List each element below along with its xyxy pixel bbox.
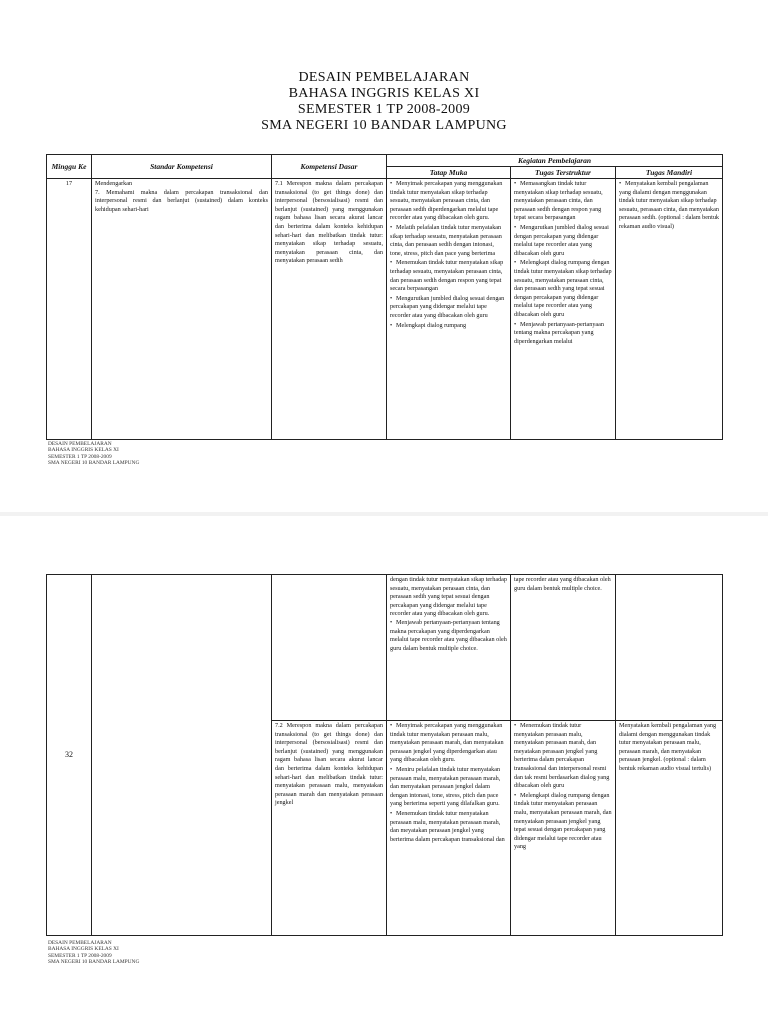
tugas-mandiri-cell (616, 179, 723, 440)
document-page-2 (0, 516, 768, 1024)
list-item: • Menemukan tindak tutur menyatakan perasaan malu, menyatakan perasaan marah, dan meyatakan perasaan jengkel yang berterima dalam percakapan transaksional dan (390, 810, 507, 844)
col-header-tatap-muka: Tatap Muka (387, 167, 511, 179)
list-item: • Memasangkan tindak tutur menyatakan sikap terhadap sesuatu, menyatakan perasaan cinta, dan perasaan sedih dengan respon yang tepat secara berpasangan (514, 180, 612, 223)
footer-line: SMA NEGERI 10 BANDAR LAMPUNG (48, 460, 140, 467)
kompetensi-dasar-cell: 7.2 Merespon makna dalam percakapan transaksional (to get things done) dan interpersonal (bersosialisasi) resmi dan berlanjut (sustained) yang menggunakan ragam bahasa lisan secara akurat lancar dan berterima dalam konteks kehidupan sehari-hari dan melibatkan tindak tutur: menyatakan perasaan malu, menyatakan perasaan marah dan menyatakan perasaan jengkel (272, 721, 387, 936)
kompetensi-dasar-cell (272, 575, 387, 721)
list-item: • Melatih pelafalan tindak tutur menyatakan sikap terhadap sesuatu, menyatakan perasaan cinta, dan perasaan sedih dengan intonasi, tone, stress, pitch dan pace yang berterima (390, 224, 507, 258)
tatap-muka-cell (387, 179, 511, 440)
learning-design-table-continued (46, 574, 723, 936)
footer-line: SEMESTER 1 TP 2008-2009 (48, 952, 112, 959)
tugas-mandiri-cell (616, 721, 723, 936)
col-header-standar: Standar Kompetensi (92, 155, 272, 179)
list-item: • Melengkapi dialog rumpang dengan tindak tutur menyatakan perasaan malu, menyatakan perasaan marah, dan menyatakan perasaan jengkel yang tepat sesuai dengan percakapan yang didengar melalui tape recorder atau yang (514, 792, 612, 852)
tugas-terstruktur-cell (511, 575, 616, 721)
tatap-continued-text: dengan tindak tutur menyatakan sikap terhadap sesuatu, menyatakan perasaan cinta, dan perasaan sedih yang tepat sesuai dengan percakapan yang didengar melalui tape recorder atau yang dibacakan oleh guru. (390, 576, 508, 618)
list-item: • Meniru pelafalan tindak tutur menyatakan perasaan malu, menyatakan perasaan marah, dan menyatakan perasaan jengkel dalam dengan intonasi, tone, stress, pitch dan pace yang berterima seperti yang dilafalkan guru. (390, 766, 507, 809)
terstruktur-continued-text: tape recorder atau yang dibacakan oleh guru dalam bentuk multiple choice. (514, 576, 611, 592)
kompetensi-dasar-cell: 7.1 Merespon makna dalam percakapan transaksional (to get things done) dan interpersonal (bersosialisasi) resmi dan berlanjut (sustained) yang menggunakan ragam bahasa lisan secara akurat lancar dan berterima dalam konteks kehidupan sehari-hari dan melibatkan tindak tutur: menyatakan sikap terhadap sesuatu, menyatakan perasaan cinta, dan menyatakan perasaan sedih (272, 179, 387, 440)
footer-line: BAHASA INGGRIS KELAS XI (48, 946, 119, 953)
footer-line: SEMESTER 1 TP 2008-2009 (48, 453, 112, 460)
sk-heading: Mendengarkan (95, 180, 133, 187)
tugas-terstruktur-cell (511, 179, 616, 440)
week-cell: 32 (47, 575, 92, 936)
mandiri-text: Menyatakan kembali pengalaman yang dialami dengan menggunakan tindak tutur menyatakan perasaan malu, perasaan marah, dan menyatakan perasaan jengkel. (optional : dalam bentuk rekaman audio visual tertulis) (619, 722, 717, 772)
tugas-mandiri-cell (616, 575, 723, 721)
doc-title-line-1: DESAIN PEMBELAJARAN (298, 70, 470, 85)
doc-title-line-3: SEMESTER 1 TP 2008-2009 (297, 102, 471, 117)
list-item: • Mengurutkan jumbled dialog sesuai dengan percakapan yang didengar melalui tape recorder atau yang dibacakan oleh guru (514, 224, 612, 258)
footer-line: DESAIN PEMBELAJARAN (48, 940, 112, 946)
list-item: • Menemukan tindak tutur menyatakan perasaan malu, menyatakan perasaan marah, dan meyatakan perasaan jengkel yang berterima dalam percakapan transaksional dan interpersonal resmi dan tak resmi berdasarkan dialog yang dibacakan oleh guru (514, 722, 612, 791)
col-header-kegiatan: Kegiatan Pembelajaran (387, 155, 723, 167)
footer-line: BAHASA INGGRIS KELAS XI (48, 447, 119, 454)
tugas-terstruktur-cell (511, 721, 616, 936)
footer-line: SMA NEGERI 10 BANDAR LAMPUNG (48, 959, 140, 966)
list-item: • Melengkapi dialog rumpang (390, 322, 507, 331)
tatap-muka-cell (387, 721, 511, 936)
list-item: • Menjawab pertanyaan-pertanyaan tentang makna percakapan yang diperdengarkan melalui (514, 321, 612, 347)
col-header-mandiri: Tugas Mandiri (616, 167, 723, 179)
doc-title-line-4: SMA NEGERI 10 BANDAR LAMPUNG (261, 118, 507, 133)
list-item: • Menyimak percakapan yang menggunakan tindak tutur menyatakan sikap terhadap sesuatu, menyatakan perasaan cinta, dan perasaan sedih diperdengarkan melalui tape recorder atau yang dibacakan oleh guru. (390, 180, 507, 223)
week-cell: 17 (47, 179, 92, 440)
list-item: • Menyatakan kembali pengalaman yang dialami dengan menggunakan tindak tutur menyatakan sikap terhadap sesuatu, perasaan cinta, dan menyatakan perasaan sedih. (optional : dalam bentuk rekaman audio visual) (619, 180, 719, 232)
list-item: • Menjawab pertanyaan-pertanyaan tentang makna percakapan yang diperdengarkan melalui tape recorder atau yang dibacakan oleh guru dalam bentuk multiple choice. (390, 619, 507, 653)
page-footer-2 (48, 940, 139, 966)
learning-design-table (46, 154, 723, 440)
list-item: • Melengkapi dialog rumpang dengan tindak tutur menyatakan sikap terhadap sesuatu, menyatakan perasaan cinta, dan perasaan sedih yang tepat sesuai dengan percakapan yang didengar melalui tape recorder atau yang dibacakan oleh guru (514, 259, 612, 319)
col-header-kompetensi: Kompetensi Dasar (272, 155, 387, 179)
col-header-week: Minggu Ke (47, 155, 92, 179)
page-footer-1 (48, 441, 139, 467)
footer-line: DESAIN PEMBELAJARAN (48, 441, 112, 447)
doc-title-line-2: BAHASA INGGRIS KELAS XI (288, 86, 480, 101)
list-item: • Menyimak percakapan yang menggunakan tindak tutur menyatakan perasaan malu, menyatakan perasaan marah, dan menyatakan perasaan jengkel yang diperdengarkan atau yang dibacakan oleh guru. (390, 722, 507, 765)
document-header (0, 70, 768, 134)
standar-kompetensi-cell (92, 575, 272, 936)
sk-text: 7. Memahami makna dalam percakapan transaksional dan interpersonal resmi dan berlanjut (sustained) dalam konteks kehidupan sehari-hari (95, 188, 268, 213)
col-header-terstruktur: Tugas Terstruktur (511, 167, 616, 179)
standar-kompetensi-cell (92, 179, 272, 440)
tatap-muka-cell (387, 575, 511, 721)
list-item: • Menemukan tindak tutur menyatakan sikap terhadap sesuatu, menyatakan perasaan cinta, dan perasaan sedih dengan respon yang tepat secara berpasangan (390, 259, 507, 293)
list-item: • Mengurutkan jumbled dialog sesuai dengan percakapan yang didengar melalui tape recorder atau yang dibacakan oleh guru (390, 295, 507, 321)
